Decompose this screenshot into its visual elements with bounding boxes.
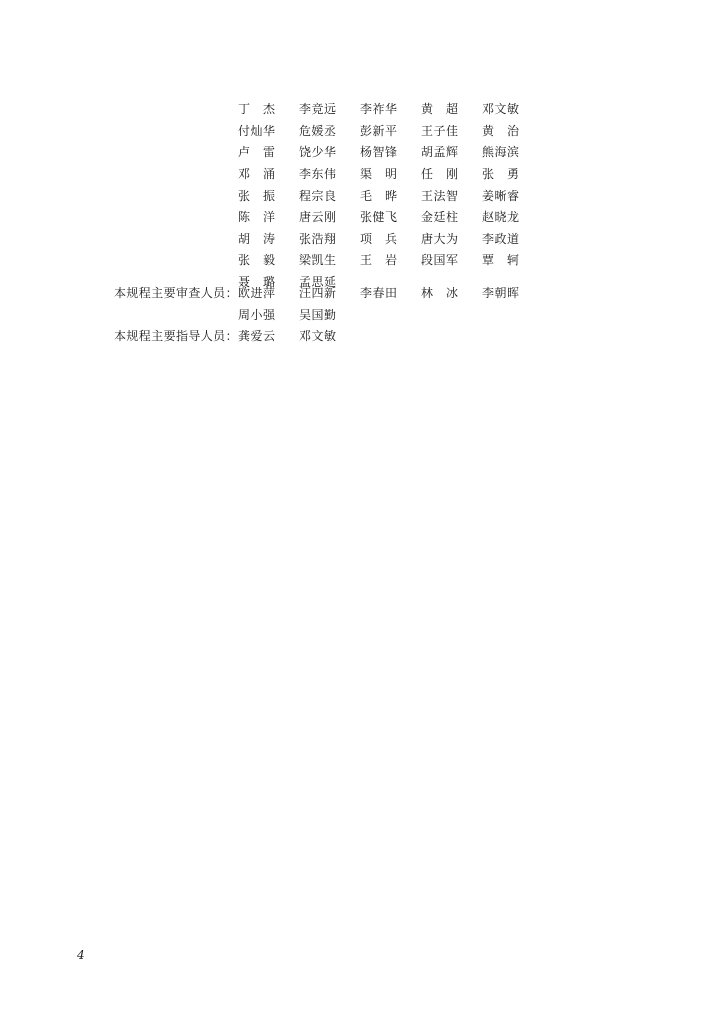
person-name: 孟思延 <box>299 275 337 290</box>
person-name: 欧进萍 <box>238 286 276 301</box>
name-row <box>238 206 543 228</box>
person-name: 危媛丞 <box>299 123 337 138</box>
person-name: 姜晰睿 <box>482 188 520 203</box>
person-name: 唐大为 <box>421 231 459 246</box>
name-row <box>238 98 543 120</box>
person-name: 卢 雷 <box>238 145 276 160</box>
guides-row <box>102 325 360 347</box>
reviewers-section <box>102 282 543 325</box>
person-name: 张 勇 <box>482 167 520 182</box>
page-number: 4 <box>77 948 85 962</box>
person-name: 程宗良 <box>299 188 337 203</box>
person-name: 聂 璐 <box>238 275 276 290</box>
name-row <box>238 163 543 185</box>
guides-section <box>102 325 360 347</box>
person-name: 任 刚 <box>421 167 459 182</box>
reviewers-row <box>102 304 543 326</box>
reviewers-label: 本规程主要审查人员： <box>113 286 238 301</box>
person-name: 龚爱云 <box>238 329 276 344</box>
person-name: 李政道 <box>482 231 520 246</box>
person-name: 渠 明 <box>360 167 398 182</box>
person-name: 赵晓龙 <box>482 210 520 225</box>
person-name: 李朝晖 <box>482 286 520 301</box>
name-row <box>238 120 543 142</box>
person-name: 唐云刚 <box>299 210 337 225</box>
person-name: 丁 杰 <box>238 102 276 117</box>
person-name: 李竞远 <box>299 102 337 117</box>
name-row <box>238 141 543 163</box>
person-name: 黄 治 <box>482 123 520 138</box>
person-name: 陈 洋 <box>238 210 276 225</box>
person-name: 段国军 <box>421 253 459 268</box>
person-name: 张 振 <box>238 188 276 203</box>
person-name: 王子佳 <box>421 123 459 138</box>
person-name: 覃 轲 <box>482 253 520 268</box>
person-name: 梁凯生 <box>299 253 337 268</box>
person-name: 王法智 <box>421 188 459 203</box>
person-name: 林 冰 <box>421 286 459 301</box>
person-name: 王 岩 <box>360 253 398 268</box>
name-row <box>238 249 543 271</box>
reviewers-row <box>102 282 543 304</box>
person-name: 胡孟辉 <box>421 145 459 160</box>
person-name: 吴国勤 <box>299 307 337 322</box>
person-name: 胡 涛 <box>238 231 276 246</box>
person-name: 张 毅 <box>238 253 276 268</box>
person-name: 饶少华 <box>299 145 337 160</box>
person-name: 项 兵 <box>360 231 398 246</box>
person-name: 彭新平 <box>360 123 398 138</box>
drafters-list <box>238 98 543 292</box>
person-name: 李祚华 <box>360 102 398 117</box>
person-name: 邓文敏 <box>299 329 337 344</box>
person-name: 汪四新 <box>299 286 337 301</box>
guides-label: 本规程主要指导人员： <box>113 329 238 344</box>
person-name: 毛 晔 <box>360 188 398 203</box>
person-name: 李春田 <box>360 286 398 301</box>
person-name: 张浩翔 <box>299 231 337 246</box>
person-name: 黄 超 <box>421 102 459 117</box>
person-name: 张健飞 <box>360 210 398 225</box>
person-name: 熊海滨 <box>482 145 520 160</box>
person-name: 邓文敏 <box>482 102 520 117</box>
person-name: 周小强 <box>238 307 276 322</box>
person-name: 邓 涌 <box>238 167 276 182</box>
person-name: 付灿华 <box>238 123 276 138</box>
person-name: 杨智锋 <box>360 145 398 160</box>
name-row <box>238 184 543 206</box>
name-row <box>238 228 543 250</box>
person-name: 李东伟 <box>299 167 337 182</box>
person-name: 金廷柱 <box>421 210 459 225</box>
